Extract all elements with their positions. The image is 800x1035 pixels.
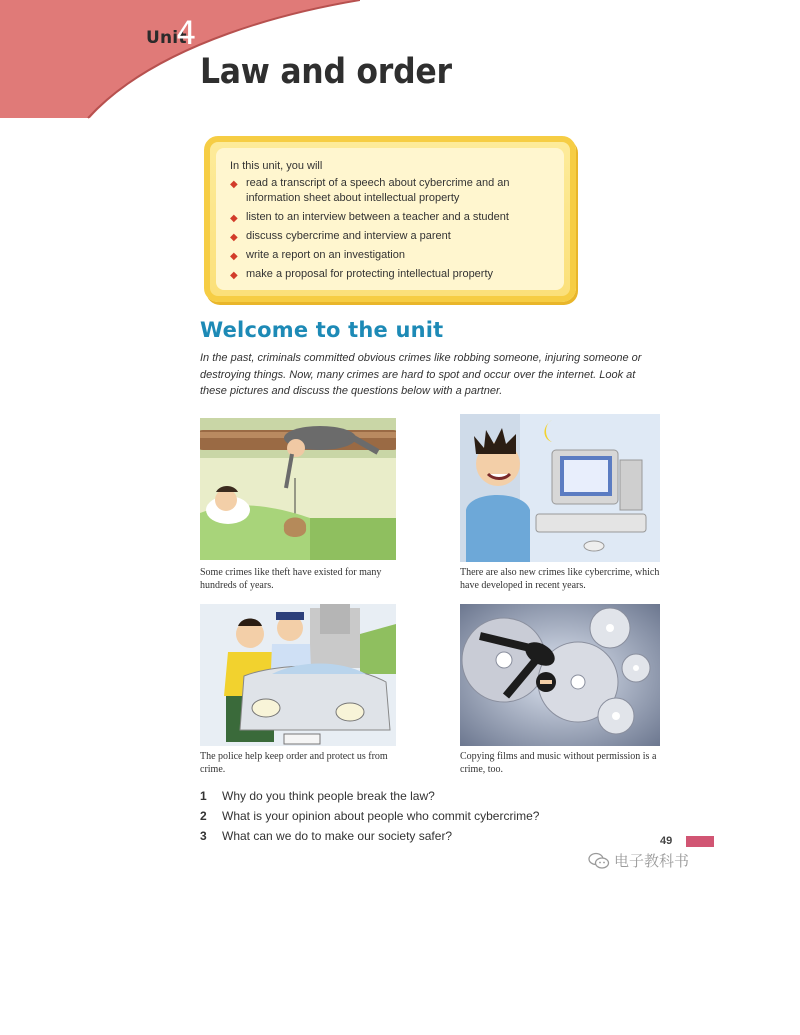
question-text: What is your opinion about people who commit cybercrime? [222, 809, 540, 823]
question-item [200, 806, 539, 826]
discussion-questions [200, 786, 539, 846]
unit-number: 4 [176, 14, 197, 52]
question-number: 2 [200, 809, 207, 823]
police-caption: The police help keep order and protect us from crime. [200, 751, 388, 775]
wechat-icon [588, 852, 610, 870]
piracy-caption: Copying films and music without permission is a crime, too. [460, 751, 657, 775]
diamond-bullet-icon: ◆ [230, 232, 238, 243]
watermark [588, 850, 689, 871]
theft-illustration [200, 418, 396, 560]
goal-text: read a transcript of a speech about cybercrime and an information sheet about intellectual property [246, 177, 510, 204]
goal-item [230, 176, 550, 206]
diamond-bullet-icon: ◆ [230, 251, 238, 262]
watermark-text: 电子教科书 [614, 853, 690, 870]
page-number-bar [686, 836, 714, 847]
question-item [200, 826, 539, 846]
police-illustration [200, 604, 396, 746]
cybercrime-illustration [460, 414, 660, 562]
goal-text: write a report on an investigation [246, 249, 405, 261]
goal-item [230, 267, 550, 282]
diamond-bullet-icon: ◆ [230, 270, 238, 281]
unit-label: Unit [146, 28, 187, 48]
goals-list [230, 176, 550, 282]
unit-goals-box [204, 136, 576, 302]
unit-goals-inner [216, 148, 564, 290]
goal-text: discuss cybercrime and interview a parent [246, 230, 451, 242]
question-text: What can we do to make our society safer? [222, 829, 453, 843]
page-title: Law and order [200, 52, 452, 92]
goals-intro: In this unit, you will [230, 160, 323, 172]
section-intro: In the past, criminals committed obvious crimes like robbing someone, injuring someone or destroying things. Now, many crimes are hard to spot and occur over the internet. Look at these pictures and discuss the questions below with a partner. [200, 352, 642, 397]
goal-item [230, 229, 550, 244]
section-title: Welcome to the unit [200, 318, 444, 342]
diamond-bullet-icon: ◆ [230, 213, 238, 224]
question-text: Why do you think people break the law? [222, 789, 435, 803]
goal-text: make a proposal for protecting intellectual property [246, 268, 494, 280]
diamond-bullet-icon: ◆ [230, 179, 238, 190]
question-number: 3 [200, 829, 207, 843]
piracy-illustration [460, 604, 660, 746]
question-item [200, 786, 539, 806]
goal-item [230, 210, 550, 225]
theft-caption: Some crimes like theft have existed for many hundreds of years. [200, 567, 382, 591]
goal-text: listen to an interview between a teacher and a student [246, 211, 509, 223]
question-number: 1 [200, 789, 207, 803]
goal-item [230, 248, 550, 263]
cybercrime-caption: There are also new crimes like cybercrime, which have developed in recent years. [460, 567, 660, 591]
page-number: 49 [660, 835, 673, 847]
